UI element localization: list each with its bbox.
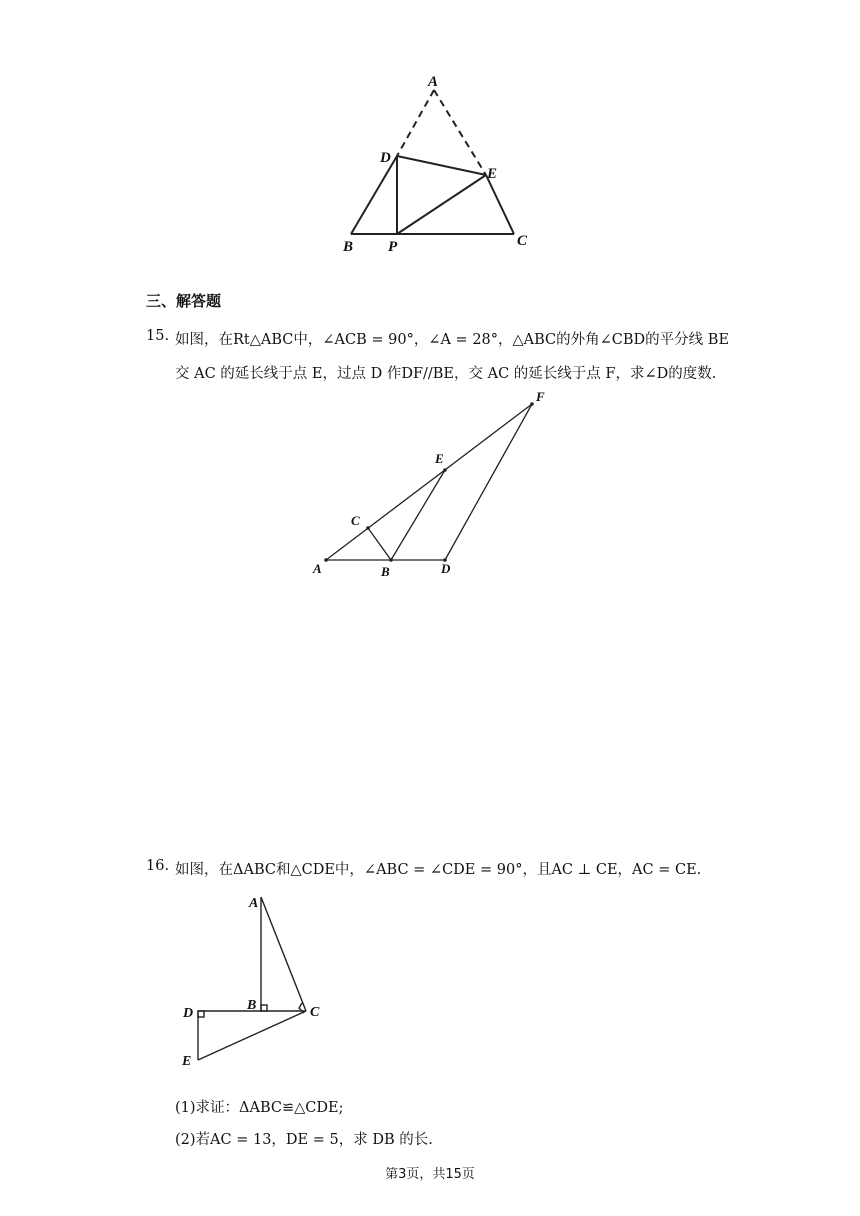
label-e: E bbox=[182, 1054, 192, 1069]
right-angle-mark-b bbox=[261, 1005, 267, 1011]
label-b: B bbox=[247, 998, 257, 1013]
segment-bd bbox=[351, 156, 397, 234]
segment-de bbox=[397, 156, 486, 175]
label-d: D bbox=[380, 150, 391, 166]
section-title: 三、解答题 bbox=[146, 292, 222, 310]
segment-ec bbox=[486, 175, 514, 234]
segment-ad bbox=[397, 90, 434, 156]
label-b: B bbox=[343, 239, 354, 255]
segment-ae bbox=[434, 90, 486, 175]
question-16-part-1: (1)求证：ΔABC≌△CDE; bbox=[175, 1100, 344, 1116]
label-b: B bbox=[381, 564, 390, 579]
point-e bbox=[443, 468, 447, 472]
label-c: C bbox=[517, 233, 528, 249]
figure-folded-triangle bbox=[330, 60, 550, 260]
point-b bbox=[389, 558, 393, 562]
label-c: C bbox=[351, 513, 360, 528]
label-c: C bbox=[310, 1005, 320, 1020]
label-e: E bbox=[435, 451, 444, 466]
figure-congruent-triangles bbox=[175, 885, 345, 1070]
segment-af bbox=[326, 404, 532, 560]
question-16-number: 16. bbox=[146, 858, 170, 874]
segment-be bbox=[391, 470, 445, 560]
question-15-line-2: 交 AC 的延长线于点 E，过点 D 作DF//BE，交 AC 的延长线于点 F，求∠D的度数. bbox=[175, 366, 717, 382]
segment-ec bbox=[198, 1011, 306, 1060]
point-f bbox=[530, 402, 534, 406]
label-a: A bbox=[428, 74, 439, 90]
question-16-part-2: (2)若AC = 13，DE = 5，求 DB 的长. bbox=[175, 1132, 433, 1148]
segment-ac bbox=[261, 897, 306, 1011]
figure-angle-bisector bbox=[305, 385, 555, 580]
question-15-number: 15. bbox=[146, 328, 170, 344]
point-c bbox=[366, 526, 370, 530]
question-15-line-1: 如图，在Rt△ABC中，∠ACB = 90°，∠A = 28°，△ABC的外角∠CBD的平分线 BE bbox=[175, 332, 730, 348]
page-footer: 第3页，共15页 bbox=[385, 1167, 475, 1182]
label-a: A bbox=[249, 896, 259, 911]
right-angle-mark-d bbox=[198, 1011, 204, 1017]
segment-pe bbox=[397, 175, 486, 234]
label-d: D bbox=[441, 561, 451, 576]
label-e: E bbox=[487, 166, 498, 182]
label-d: D bbox=[183, 1006, 194, 1021]
label-a: A bbox=[313, 561, 322, 576]
label-f: F bbox=[536, 389, 545, 404]
segment-df bbox=[445, 404, 532, 560]
label-p: P bbox=[388, 239, 398, 255]
segment-cb bbox=[368, 528, 391, 560]
question-16-line-1: 如图，在ΔABC和△CDE中，∠ABC = ∠CDE = 90°，且AC ⊥ CE，AC = CE. bbox=[175, 862, 702, 878]
point-a bbox=[324, 558, 328, 562]
